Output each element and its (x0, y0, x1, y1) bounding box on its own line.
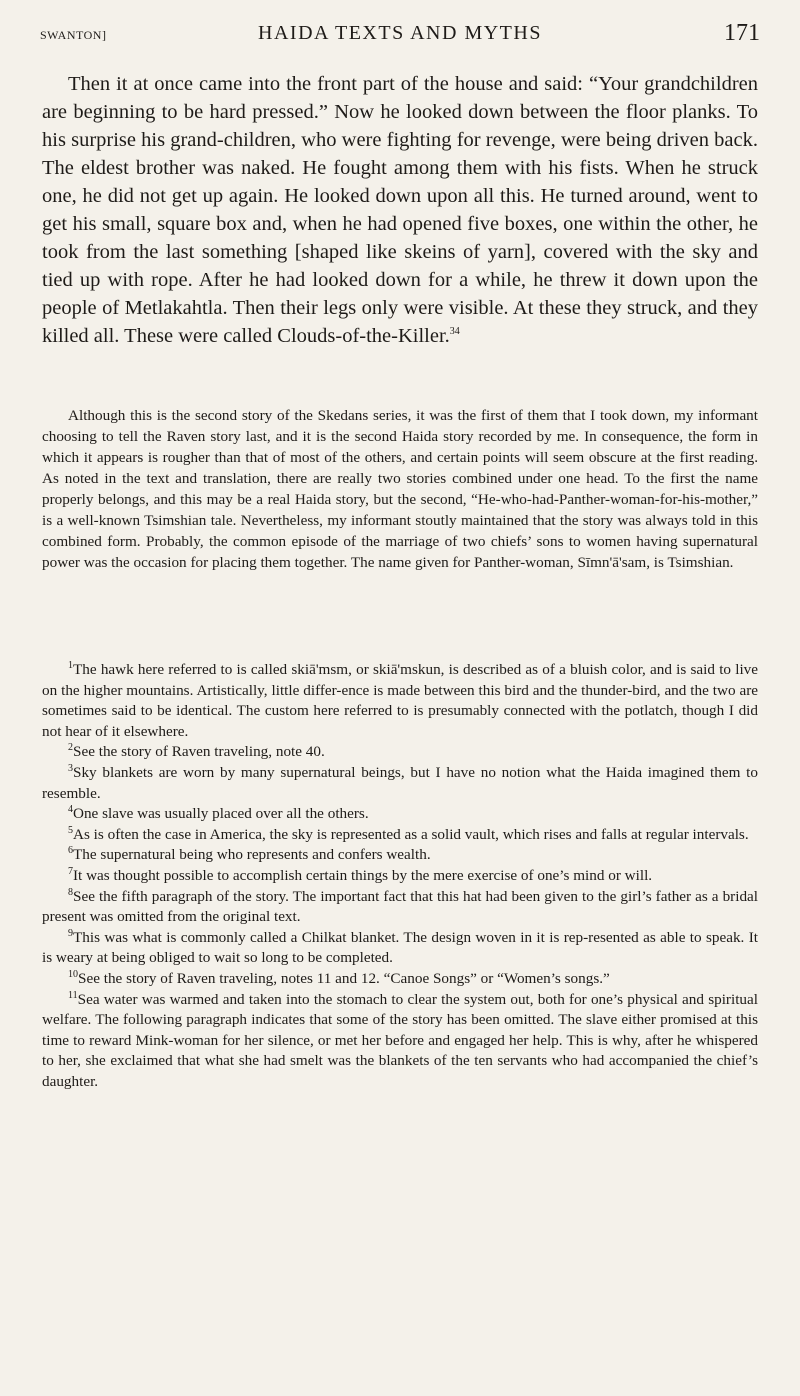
footnote-text: This was what is commonly called a Chilkat blanket. The design woven in it is rep-resented as able to speak. It is weary at being obliged to wait so long to be completed. (42, 928, 758, 967)
footnotes-section (42, 660, 758, 1092)
footnote-text: One slave was usually placed over all the others. (73, 805, 369, 823)
footnote-text: See the story of Raven traveling, note 40. (73, 743, 325, 761)
footnote (42, 845, 758, 866)
footnote-number: 8 (68, 886, 73, 898)
running-head-title: HAIDA TEXTS AND MYTHS (258, 22, 542, 44)
footnote-text: See the story of Raven traveling, notes 11 and 12. “Canoe Songs” or “Women’s songs.” (78, 969, 610, 987)
footnote (42, 742, 758, 763)
footnote-text: As is often the case in America, the sky is represented as a solid vault, which rises and falls at regular intervals. (73, 825, 749, 843)
footnote-number: 7 (68, 865, 73, 877)
editorial-note: Although this is the second story of the Skedans series, it was the first of them that I took down, my informant choosing to tell the Raven story last, and it is the second Haida story recorded by me. In consequence, the form in which it appears is rougher than that of most of the others, and certain points will seem obscure at the first reading. As noted in the text and translation, there are really two stories combined under one head. To the first the name properly belongs, and this may be a real Haida story, but the second, “He-who-had-Panther-woman-for-his-mother,” is a well-known Tsimshian tale. Nevertheless, my informant stoutly maintained that the story was always told in this combined form. Probably, the common episode of the marriage of two chiefs’ sons to women having supernatural power was the occasion for placing them together. The name given for Panther-woman, Sīmn'ā'sam, is Tsimshian. (42, 407, 758, 571)
footnote-text: Sea water was warmed and taken into the stomach to clear the system out, both for one’s physical and spiritual welfare. The following paragraph indicates that some of the story has been omitted. The slave either promised at this time to reward Mink-woman for her silence, or met her before and engaged her help. This is why, after he whispered to her, she exclaimed that what she had smelt was the blankets of the ten servants who had accompanied the chief’s daughter. (42, 990, 758, 1090)
footnote-number: 9 (68, 927, 73, 939)
footnote-text: See the fifth paragraph of the story. The important fact that this hat had been given to the girl’s father as a bridal present was omitted from the original text. (42, 887, 758, 926)
footnote-text: The hawk here referred to is called skiā'msm, or skiā'mskun, is described as of a bluish color, and is said to live on the higher mountains. Artistically, little differ-ence is made between this bird and the thunder-bird, and the two are sometimes said to be identical. The custom here referred to is presumably connected with the potlatch, though I did not hear of it elsewhere. (42, 661, 758, 740)
footnote-number: 5 (68, 824, 73, 836)
footnote (42, 969, 758, 990)
footnote-number: 2 (68, 742, 73, 754)
footnote-number: 10 (68, 968, 78, 980)
page-number: 171 (724, 20, 760, 46)
footnote (42, 990, 758, 1093)
footnote (42, 763, 758, 804)
footnote-number: 11 (68, 989, 78, 1001)
footnote-number: 6 (68, 845, 73, 857)
footnote-text: It was thought possible to accomplish certain things by the mere exercise of one’s mind or will. (73, 866, 653, 884)
running-head-author: SWANTON] (40, 28, 107, 42)
footnote-number: 1 (68, 659, 73, 671)
footnote (42, 928, 758, 969)
footnote (42, 804, 758, 825)
footnote-number: 3 (68, 762, 73, 774)
note-reference: 34 (449, 326, 460, 338)
footnote-text: Sky blankets are worn by many supernatural beings, but I have no notion what the Haida imagined them to resemble. (42, 763, 758, 802)
page-header (40, 20, 760, 50)
footnote-number: 4 (68, 804, 73, 816)
main-paragraph (42, 70, 758, 350)
footnote (42, 866, 758, 887)
main-paragraph-text: Then it at once came into the front part of the house and said: “Your grandchildren are beginning to be hard pressed.” Now he looked down between the floor planks. To his surprise his grand-children, who were fighting for revenge, were being driven back. The eldest brother was naked. He fought among them with his fists. When he struck one, he did not get up again. He looked down upon all this. He turned around, went to get his small, square box and, when he had opened five boxes, one within the other, he took from the last something [shaped like skeins of yarn], covered with the sky and tied up with rope. After he had looked down for a while, he threw it down upon the people of Metlakahtla. Then their legs only were visible. At these they struck, and they killed all. These were called Clouds-of-the-Killer. (42, 73, 758, 347)
footnote (42, 660, 758, 742)
footnote-text: The supernatural being who represents and confers wealth. (73, 846, 431, 864)
footnote (42, 825, 758, 846)
footnote (42, 887, 758, 928)
